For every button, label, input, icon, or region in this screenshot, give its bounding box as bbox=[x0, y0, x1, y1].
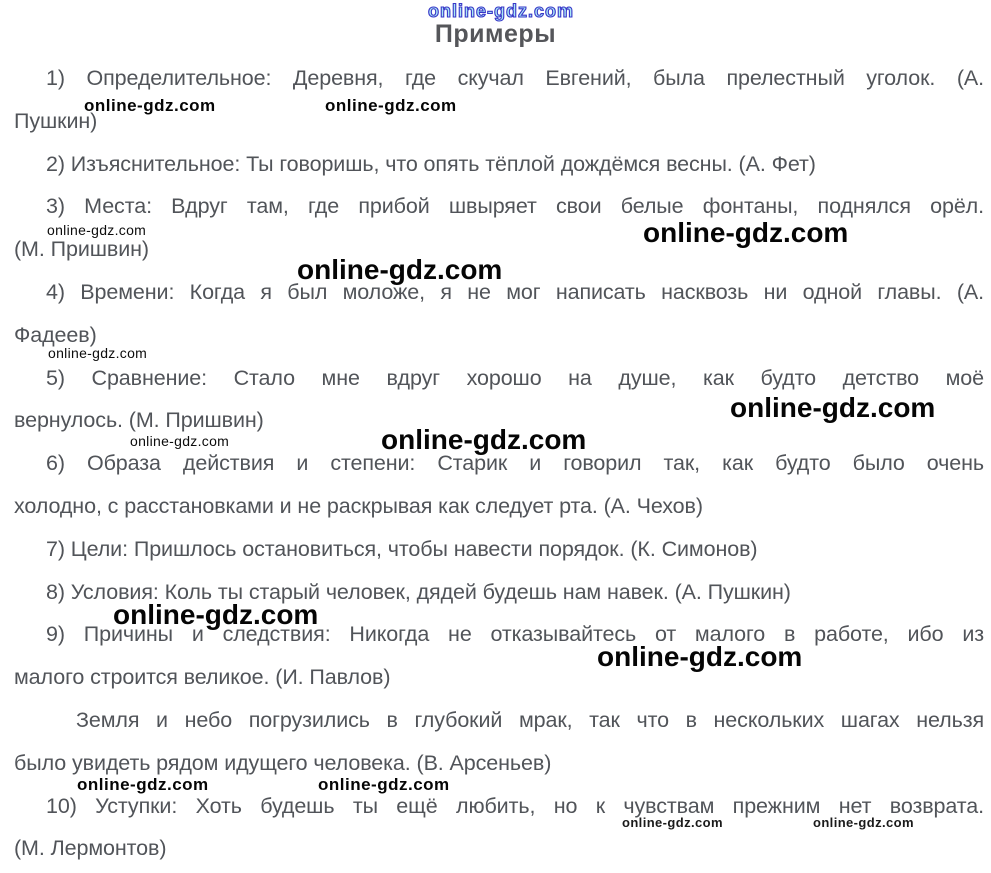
watermark-text: online-gdz.com bbox=[428, 1, 574, 21]
text-line: вернулось. (М. Пришвин) bbox=[14, 408, 264, 433]
watermark-text: online-gdz.com bbox=[318, 775, 450, 794]
watermark-text: online-gdz.com bbox=[84, 96, 216, 115]
text-line: 1) Определительное: Деревня, где скучал Евгений, была прелестный уголок. (А. bbox=[46, 66, 984, 90]
text-line: холодно, с расстановками и не раскрывая как следует рта. (А. Чехов) bbox=[14, 493, 703, 518]
watermark-text: online-gdz.com bbox=[730, 392, 936, 423]
text-line: 5) Сравнение: Стало мне вдруг хорошо на душе, как будто детство моё bbox=[46, 365, 984, 390]
watermark-text: online-gdz.com bbox=[325, 96, 457, 115]
text-line: (М. Лермонтов) bbox=[14, 836, 167, 861]
watermark-text: online-gdz.com bbox=[77, 775, 209, 794]
watermark-text: online-gdz.com bbox=[47, 222, 147, 238]
watermark-text: online-gdz.com bbox=[381, 424, 587, 455]
watermark-text: online-gdz.com bbox=[113, 599, 319, 630]
text-line: 3) Места: Вдруг там, где прибой швыряет свои белые фонтаны, поднялся орёл. bbox=[46, 194, 984, 219]
text-line: 10) Уступки: Хоть будешь ты ещё любить, но к чувствам прежним нет возврата. bbox=[46, 793, 984, 818]
watermark-text: online-gdz.com bbox=[622, 815, 723, 830]
watermark-text: online-gdz.com bbox=[813, 815, 914, 830]
text-line: (М. Пришвин) bbox=[14, 237, 149, 262]
text-line: 2) Изъяснительное: Ты говоришь, что опять тёплой дождёмся весны. (А. Фет) bbox=[46, 151, 816, 176]
text-line: Фадеев) bbox=[14, 322, 97, 347]
page-title: Примеры bbox=[434, 20, 557, 48]
text-line: 4) Времени: Когда я был моложе, я не мог написать насквозь ни одной главы. (А. bbox=[46, 279, 984, 304]
text-line: 9) Причины и следствия: Никогда не отказывайтесь от малого в работе, ибо из bbox=[46, 622, 984, 647]
watermark-text: online-gdz.com bbox=[130, 433, 230, 449]
watermark-text: online-gdz.com bbox=[597, 641, 803, 672]
text-line: Пушкин) bbox=[14, 108, 98, 133]
watermark-text: online-gdz.com bbox=[297, 254, 503, 285]
text-line: малого строится великое. (И. Павлов) bbox=[14, 665, 391, 690]
watermark-text: online-gdz.com bbox=[643, 217, 849, 248]
examples-text-block bbox=[14, 57, 984, 870]
text-line: 7) Цели: Пришлось остановиться, чтобы навести порядок. (К. Симонов) bbox=[46, 536, 758, 561]
watermark-text: online-gdz.com bbox=[48, 345, 148, 361]
text-line: 8) Условия: Коль ты старый человек, дядей будешь нам навек. (А. Пушкин) bbox=[46, 579, 791, 604]
text-line: было увидеть рядом идущего человека. (В. Арсеньев) bbox=[14, 750, 552, 775]
text-line: Земля и небо погрузились в глубокий мрак, так что в нескольких шагах нельзя bbox=[76, 707, 984, 732]
text-line: 6) Образа действия и степени: Старик и говорил так, как будто было очень bbox=[46, 451, 984, 476]
